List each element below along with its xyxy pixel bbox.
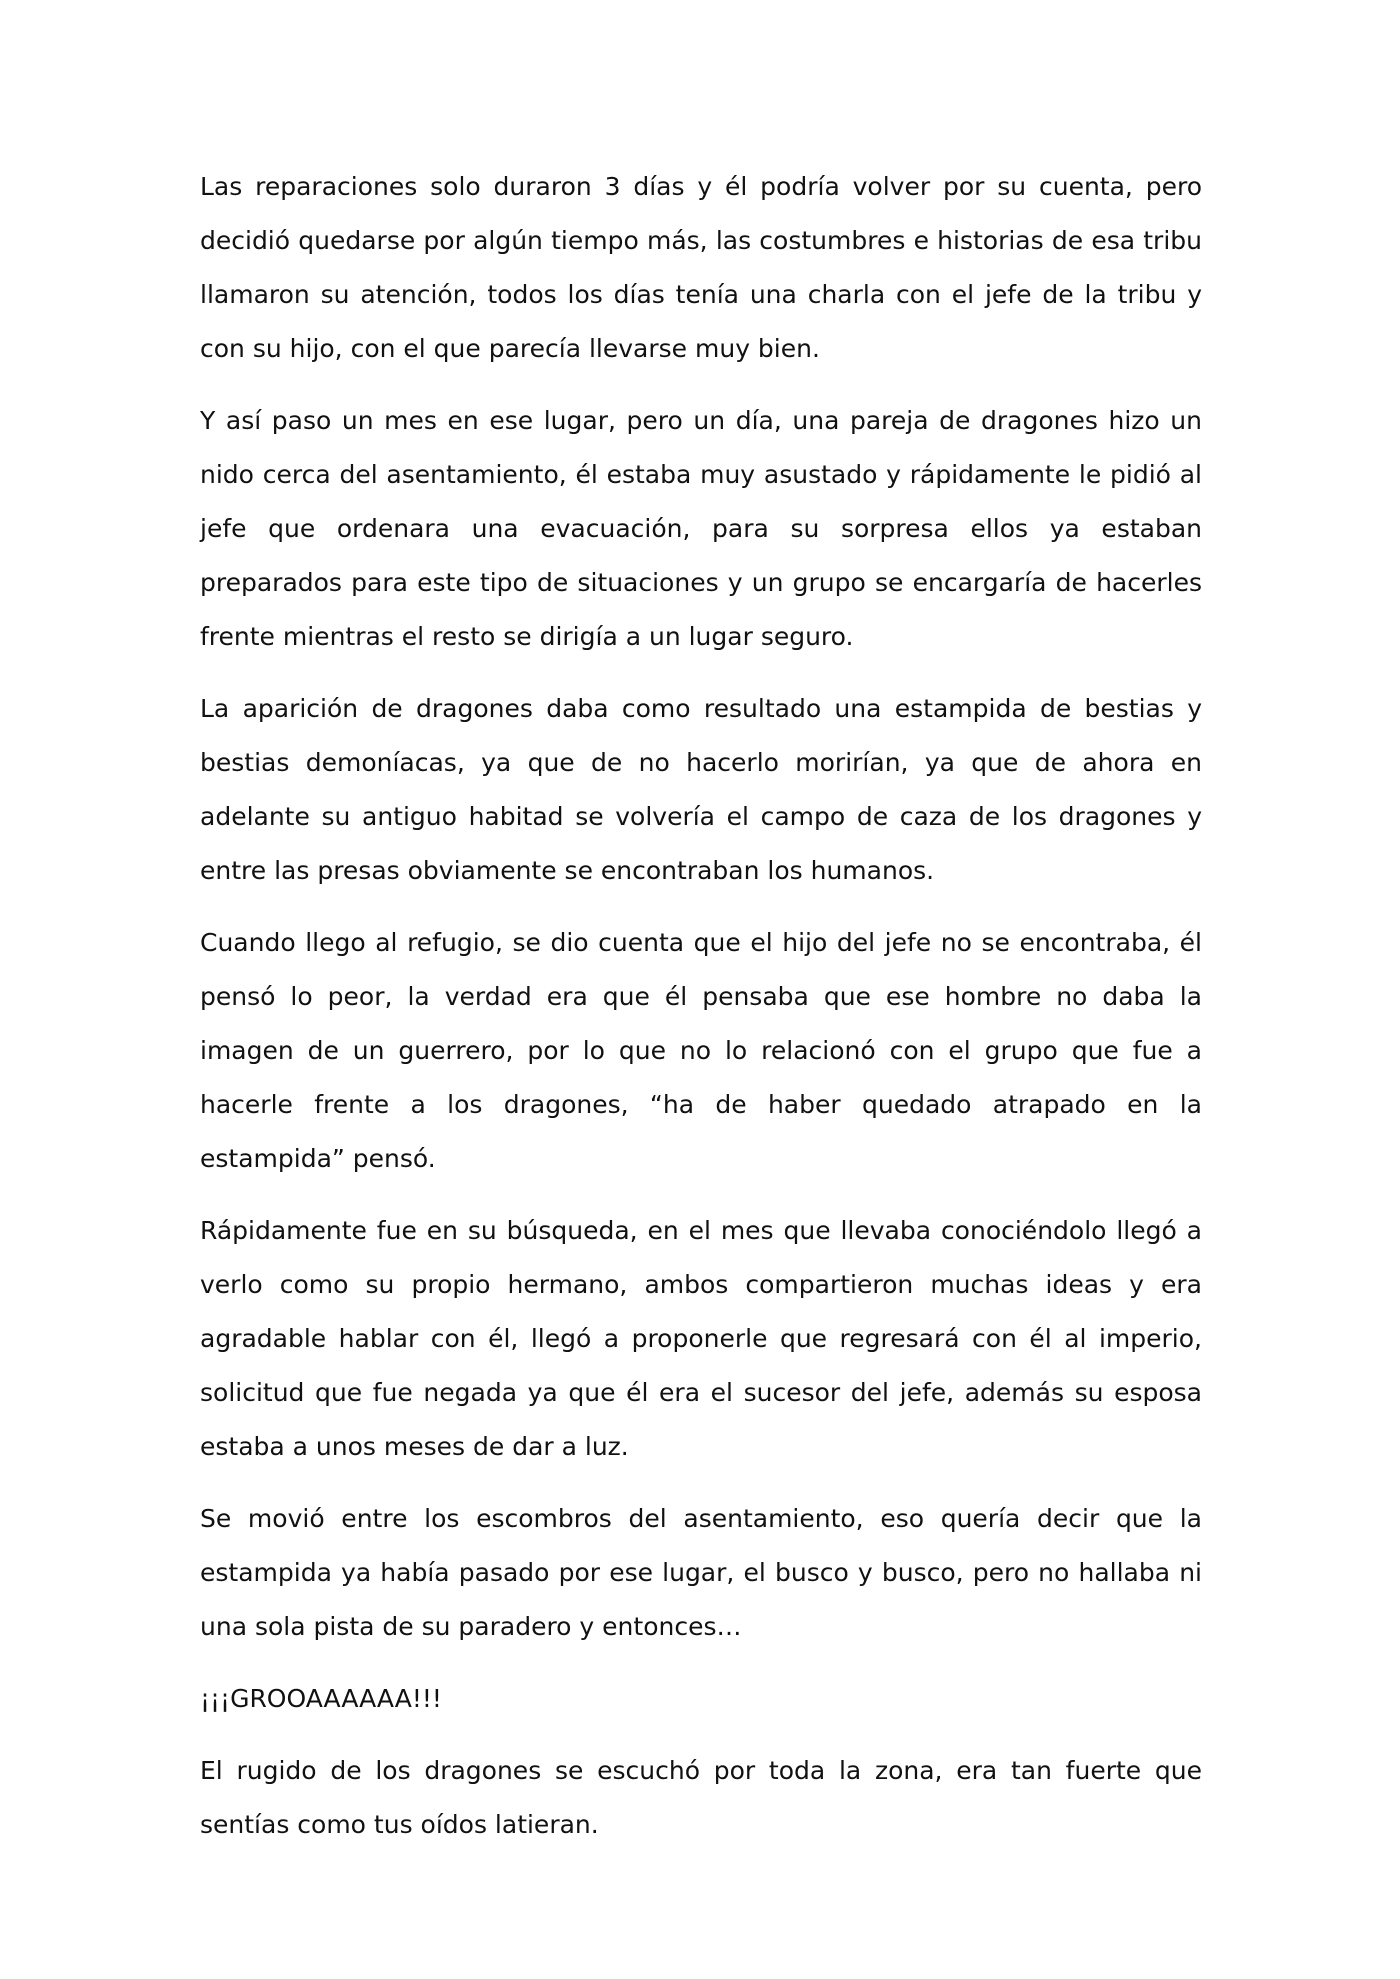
- paragraph-8: El rugido de los dragones se escuchó por toda la zona, era tan fuerte que sentías como tus oídos latieran.: [200, 1756, 1202, 1839]
- paragraph-3: La aparición de dragones daba como resultado una estampida de bestias y bestias demoníacas, ya que de no hacerlo morirían, ya que de ahora en adelante su antiguo habitad se volvería el campo de caza de los dragones y entre las presas obviamente se encontraban los humanos.: [200, 694, 1202, 885]
- paragraph-6: Se movió entre los escombros del asentamiento, eso quería decir que la estampida ya había pasado por ese lugar, el busco y busco, pero no hallaba ni una sola pista de su paradero y entonces…: [200, 1504, 1202, 1641]
- paragraph-7-roar: ¡¡¡GROOAAAAAA!!!: [200, 1684, 442, 1713]
- paragraph-1: Las reparaciones solo duraron 3 días y él podría volver por su cuenta, pero decidió quedarse por algún tiempo más, las costumbres e historias de esa tribu llamaron su atención, todos los días tenía una charla con el jefe de la tribu y con su hijo, con el que parecía llevarse muy bien.: [200, 172, 1202, 363]
- paragraph-2: Y así paso un mes en ese lugar, pero un día, una pareja de dragones hizo un nido cerca del asentamiento, él estaba muy asustado y rápidamente le pidió al jefe que ordenara una evacuación, para su sorpresa ellos ya estaban preparados para este tipo de situaciones y un grupo se encargaría de hacerles frente mientras el resto se dirigía a un lugar seguro.: [200, 406, 1202, 651]
- paragraph-4: Cuando llego al refugio, se dio cuenta que el hijo del jefe no se encontraba, él pensó lo peor, la verdad era que él pensaba que ese hombre no daba la imagen de un guerrero, por lo que no lo relacionó con el grupo que fue a hacerle frente a los dragones, “ha de haber quedado atrapado en la estampida” pensó.: [200, 928, 1202, 1173]
- paragraph-5: Rápidamente fue en su búsqueda, en el mes que llevaba conociéndolo llegó a verlo como su propio hermano, ambos compartieron muchas ideas y era agradable hablar con él, llegó a proponerle que regresará con él al imperio, solicitud que fue negada ya que él era el sucesor del jefe, además su esposa estaba a unos meses de dar a luz.: [200, 1216, 1202, 1461]
- document-body: [200, 160, 1202, 1870]
